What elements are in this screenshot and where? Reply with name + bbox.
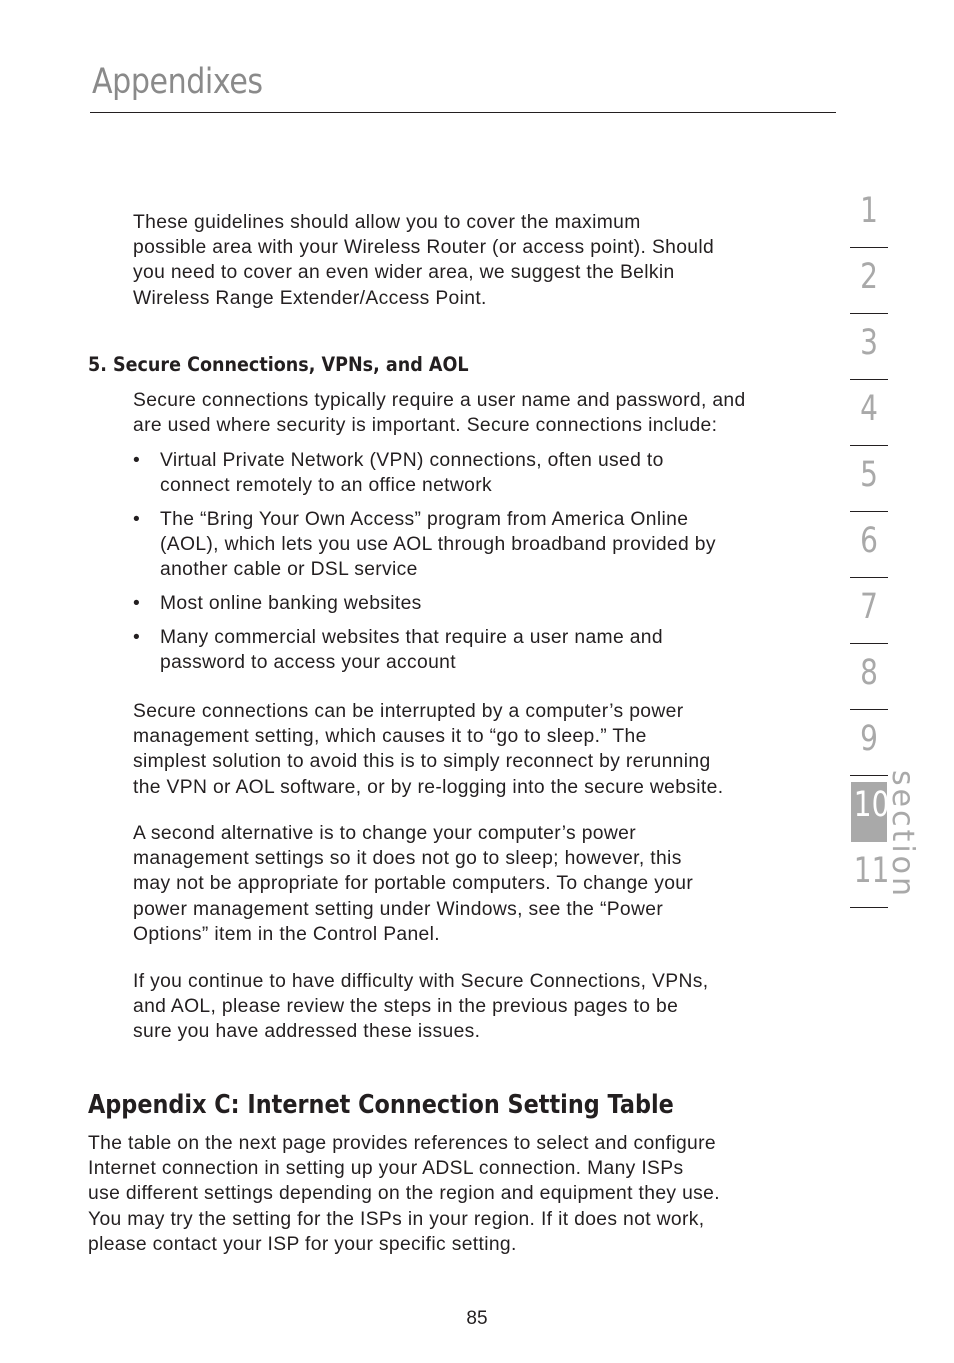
text-line: please contact your ISP for your specific setting. <box>88 1233 517 1255</box>
section-number: 3 <box>860 323 878 363</box>
section-number: 7 <box>860 587 878 627</box>
bullet-icon: • <box>133 508 141 530</box>
list-item <box>133 625 813 675</box>
text-line: A second alternative is to change your computer’s power <box>133 823 636 844</box>
text-line: and AOL, please review the steps in the previous pages to be <box>133 996 679 1018</box>
section-number: 6 <box>860 521 878 561</box>
section-tab-2[interactable] <box>850 248 888 314</box>
list-item <box>133 507 813 583</box>
text-line: Many commercial websites that require a user name and <box>160 626 663 648</box>
text-line: These guidelines should allow you to cover the maximum <box>133 212 641 233</box>
section-tab-6[interactable] <box>850 512 888 578</box>
difficulty-paragraph <box>133 969 708 1045</box>
text-line: Options” item in the Control Panel. <box>133 923 440 945</box>
text-line: sure you have addressed these issues. <box>133 1021 481 1043</box>
text-line: Wireless Range Extender/Access Point. <box>133 287 487 309</box>
page-number: 85 <box>466 1308 488 1329</box>
section-tab-8[interactable] <box>850 644 888 710</box>
text-line: power management setting under Windows, see the “Power <box>133 898 664 920</box>
appendix-c-heading: Appendix C: Internet Connection Setting Table <box>88 1090 674 1120</box>
section-number: 9 <box>860 719 878 759</box>
text-line: Secure connections can be interrupted by a computer’s power <box>133 701 684 722</box>
text-line: are used where security is important. Secure connections include: <box>133 415 718 437</box>
text-line: Secure connections typically require a user name and password, and <box>133 390 746 411</box>
section-tab-7[interactable] <box>850 578 888 644</box>
appendix-c-body <box>88 1131 720 1257</box>
section-number: 8 <box>860 653 878 693</box>
text-line: you need to cover an even wider area, we suggest the Belkin <box>133 262 675 284</box>
bullet-icon: • <box>133 593 141 615</box>
section-tab-5[interactable] <box>850 446 888 512</box>
text-line: management settings so it does not go to sleep; however, this <box>133 848 682 870</box>
section-tab-4[interactable] <box>850 380 888 446</box>
bullet-icon: • <box>133 450 141 471</box>
section5-heading: 5. Secure Connections, VPNs, and AOL <box>88 353 469 376</box>
section-number: 1 <box>860 191 878 231</box>
text-line: password to access your account <box>160 651 456 673</box>
text-line: Virtual Private Network (VPN) connections, often used to <box>160 450 664 471</box>
text-line: another cable or DSL service <box>160 559 418 581</box>
section-number: 2 <box>860 257 878 297</box>
text-line: (AOL), which lets you use AOL through broadband provided by <box>160 534 716 556</box>
text-line: connect remotely to an office network <box>160 475 492 497</box>
page-title: Appendixes <box>92 62 263 102</box>
list-item <box>133 448 813 498</box>
text-line: management setting, which causes it to “go to sleep.” The <box>133 726 647 748</box>
text-line: Most online banking websites <box>160 593 422 615</box>
section-tab-3[interactable] <box>850 314 888 380</box>
text-line: If you continue to have difficulty with Secure Connections, VPNs, <box>133 971 709 992</box>
sleep-paragraph <box>133 699 723 800</box>
list-item <box>133 591 813 616</box>
section-divider <box>850 907 888 908</box>
text-line: the VPN or AOL software, or by re-logging into the secure website. <box>133 776 724 798</box>
intro-paragraph <box>133 210 714 311</box>
secure-connections-list <box>133 448 813 684</box>
section-label: section <box>885 770 920 900</box>
text-line: You may try the setting for the ISPs in your region. If it does not work, <box>88 1208 705 1230</box>
section-number: 10 <box>853 785 890 825</box>
section-number: 5 <box>860 455 878 495</box>
text-line: may not be appropriate for portable computers. To change your <box>133 873 694 895</box>
bullet-icon: • <box>133 626 141 648</box>
text-line: simplest solution to avoid this is to simply reconnect by rerunning <box>133 751 711 773</box>
section-tab-9[interactable] <box>850 710 888 776</box>
text-line: use different settings depending on the region and equipment they use. <box>88 1183 720 1205</box>
text-line: possible area with your Wireless Router (or access point). Should <box>133 237 715 259</box>
alternative-paragraph <box>133 821 693 947</box>
text-line: The “Bring Your Own Access” program from America Online <box>160 508 689 530</box>
text-line: Internet connection in setting up your ADSL connection. Many ISPs <box>88 1158 684 1180</box>
section-number: 4 <box>860 389 878 429</box>
header-divider <box>90 112 836 113</box>
section-number: 11 <box>853 851 890 891</box>
text-line: The table on the next page provides references to select and configure <box>88 1133 716 1154</box>
section5-intro <box>133 388 746 438</box>
section-tab-1[interactable] <box>850 182 888 248</box>
